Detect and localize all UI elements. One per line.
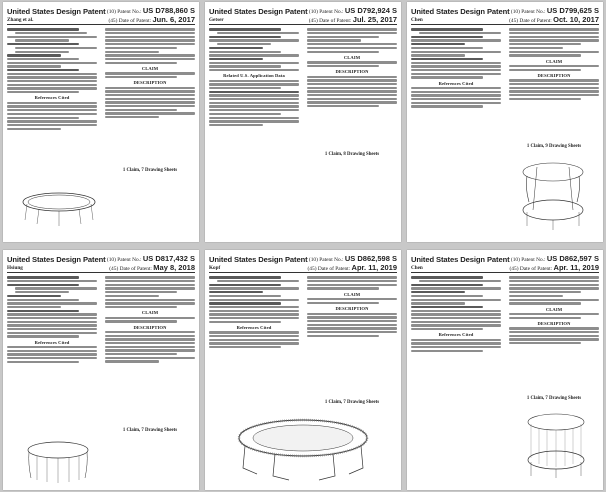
patent-header	[7, 5, 195, 25]
references-heading: References Cited	[236, 324, 272, 330]
patent-title: United States Design Patent	[7, 7, 106, 16]
trampoline-drawing	[233, 414, 373, 484]
patent-title: United States Design Patent	[411, 255, 510, 264]
patent-number-block: (10) Patent No.: US D817,432 S (45) Date of Patent: May 8, 2018	[106, 254, 195, 272]
patent-number-block: (10) Patent No.: US D799,625 S (45) Date of Patent: Oct. 10, 2017	[509, 6, 599, 24]
claim-summary: 1 Claim, 9 Drawing Sheets	[526, 144, 582, 149]
claim-summary: 1 Claim, 7 Drawing Sheets	[122, 428, 178, 433]
claim-heading: CLAIM	[343, 54, 361, 60]
patent-title: United States Design Patent	[411, 7, 510, 16]
claim-heading: CLAIM	[545, 58, 563, 64]
patent-page-4[interactable]	[3, 250, 199, 490]
patent-date: Jul. 25, 2017	[352, 14, 397, 24]
patent-page-3[interactable]	[407, 2, 603, 242]
patent-header	[209, 5, 397, 25]
header-rule	[7, 24, 195, 25]
trampoline-drawing	[19, 190, 99, 230]
patent-date: Apr. 11, 2019	[351, 262, 397, 272]
references-heading: References Cited	[438, 80, 474, 86]
description-heading: DESCRIPTION	[133, 324, 167, 330]
description-heading: DESCRIPTION	[537, 72, 571, 78]
left-column	[209, 27, 299, 239]
claim-heading: CLAIM	[141, 310, 159, 316]
claim-summary: 1 Claim, 8 Drawing Sheets	[324, 152, 380, 157]
patent-inventor: Chen	[411, 17, 423, 23]
patent-header	[411, 253, 599, 273]
claim-summary: 1 Claim, 7 Drawing Sheets	[122, 168, 178, 173]
claim-heading: CLAIM	[343, 291, 361, 297]
related-data-heading: Related U.S. Application Data	[223, 73, 285, 79]
patent-number: US D799,625 S	[546, 6, 599, 15]
references-heading: References Cited	[438, 332, 474, 338]
right-column	[105, 275, 195, 487]
patent-inventor: Getser	[209, 17, 224, 23]
header-rule	[411, 272, 599, 273]
right-column	[509, 275, 599, 393]
left-column	[411, 275, 501, 487]
patent-page-5[interactable]	[205, 250, 401, 490]
patent-date: Jun. 6, 2017	[152, 14, 195, 24]
patent-date: Apr. 11, 2019	[553, 262, 599, 272]
references-heading: References Cited	[34, 95, 70, 101]
description-heading: DESCRIPTION	[335, 306, 369, 312]
claim-summary: 1 Claim, 7 Drawing Sheets	[526, 396, 582, 401]
patent-number: US D788,860 S	[142, 6, 195, 15]
claim-heading: CLAIM	[141, 65, 159, 71]
patent-header	[7, 253, 195, 273]
patent-page-6[interactable]	[407, 250, 603, 490]
patent-number: US D862,597 S	[546, 254, 599, 263]
right-column	[307, 27, 397, 239]
patent-number: US D862,598 S	[344, 254, 397, 263]
patent-number-block: (10) Patent No.: US D788,860 S (45) Date of Patent: Jun. 6, 2017	[106, 6, 195, 24]
patent-header	[209, 253, 397, 273]
patent-inventor: Chen	[411, 265, 423, 271]
header-rule	[209, 272, 397, 273]
references-heading: References Cited	[34, 339, 70, 345]
trampoline-enclosure-drawing	[519, 410, 593, 480]
patent-title: United States Design Patent	[209, 7, 308, 16]
patent-title: United States Design Patent	[7, 255, 106, 264]
trampoline-enclosure-drawing	[515, 158, 593, 232]
patent-inventor: Kopf	[209, 265, 221, 271]
row-separator	[0, 243, 606, 249]
patent-date: Oct. 10, 2017	[553, 14, 599, 24]
right-column	[509, 27, 599, 147]
left-column	[411, 27, 501, 239]
patent-page-2[interactable]	[205, 2, 401, 242]
patent-date: May 8, 2018	[153, 262, 195, 272]
description-heading: DESCRIPTION	[537, 320, 571, 326]
patent-number-block: (10) Patent No.: US D792,924 S (45) Date of Patent: Jul. 25, 2017	[308, 6, 397, 24]
left-column	[209, 275, 299, 405]
header-rule	[7, 272, 195, 273]
header-rule	[411, 24, 599, 25]
claim-summary: 1 Claim, 7 Drawing Sheets	[324, 400, 380, 405]
claim-heading: CLAIM	[545, 306, 563, 312]
patent-title: United States Design Patent	[209, 255, 308, 264]
patent-number: US D792,924 S	[344, 6, 397, 15]
patent-inventor: Hsiung	[7, 265, 23, 271]
right-column	[307, 275, 397, 405]
patent-number-block: (10) Patent No.: US D862,598 S (45) Date of Patent: Apr. 11, 2019	[307, 254, 397, 272]
patent-number: US D817,432 S	[142, 254, 195, 263]
patent-number-block: (10) Patent No.: US D862,597 S (45) Date of Patent: Apr. 11, 2019	[509, 254, 599, 272]
patent-header	[411, 5, 599, 25]
patent-inventor: Zhang et al.	[7, 17, 34, 23]
patent-page-1[interactable]	[3, 2, 199, 242]
description-heading: DESCRIPTION	[335, 69, 369, 75]
trampoline-drawing	[23, 438, 93, 484]
header-rule	[209, 24, 397, 25]
description-heading: DESCRIPTION	[133, 80, 167, 86]
right-column	[105, 27, 195, 239]
